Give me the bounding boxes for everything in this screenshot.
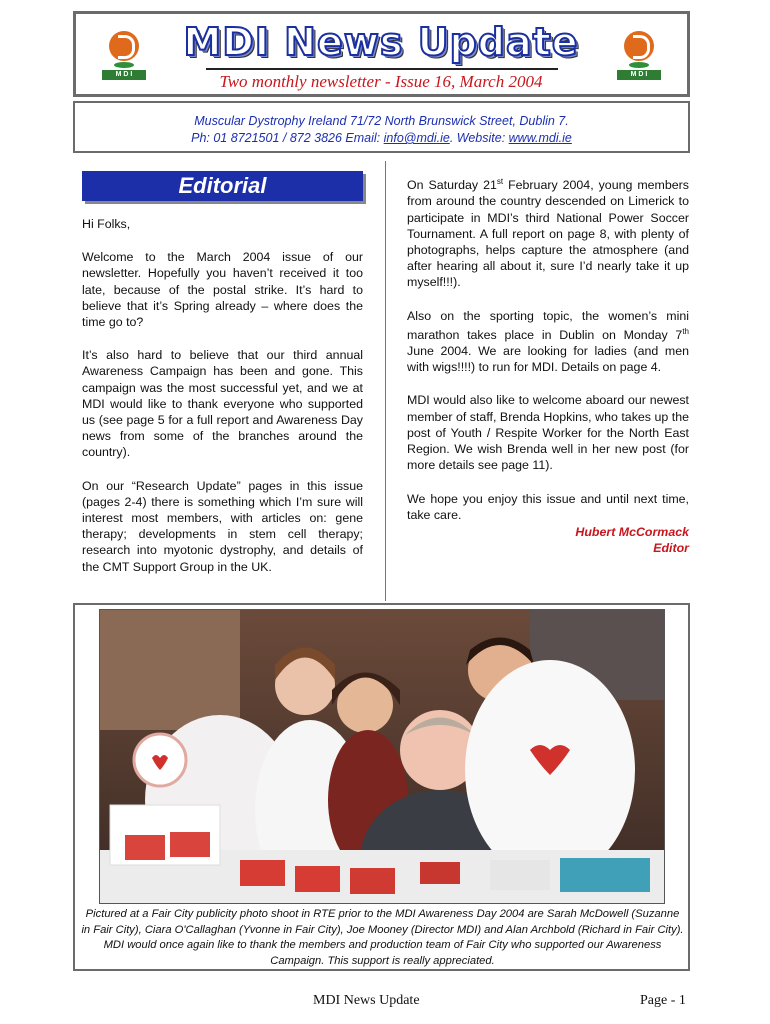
superscript: th [682,326,689,336]
paragraph: MDI would also like to welcome aboard our newest member of staff, Brenda Hopkins, who takes up the post of Youth / Respite Worker for the North East Region. We wish Brenda well in her new post (for more details see page 11). [407,393,689,473]
footer-title: MDI News Update [313,993,420,1008]
masthead [73,11,690,97]
leaf-icon [629,62,649,68]
mdi-logo-mark-icon [109,31,139,61]
editorial-heading: Editorial [82,171,363,201]
group-photo [99,609,665,904]
paragraph: Welcome to the March 2004 issue of our newsletter. Hopefully you haven’t received it too late, because of the postal strike. It’s hard to believe that it’s Spring already – where does the time go to? [82,250,363,330]
newsletter-title: MDI News Update [183,20,579,64]
logo-text: M D I [102,70,146,80]
editorial-right-column [407,174,689,556]
logo-text: M D I [617,70,661,80]
mdi-logo-right [617,31,661,91]
editorial-left-column [82,171,363,592]
address-line: Muscular Dystrophy Ireland 71/72 North Brunswick Street, Dublin 7. [194,114,569,128]
mdi-logo-left [102,31,146,91]
text-span: February 2004, young members from around the country descended on Limerick to participate in MDI’s third National Power Soccer Tournament. A full report on page 8, with plenty of photographs, helps capture the atmosphere (and after hearing all about it, sure I’d nearly take it up myself!!!). [407,178,689,290]
signoff-role: Editor [653,540,689,555]
website-label: . Website: [449,131,509,145]
contact-line [75,130,688,147]
mdi-logo-mark-icon [624,31,654,61]
signoff-name: Hubert McCormack [575,524,689,539]
signoff [407,524,689,556]
website-link[interactable]: www.mdi.ie [508,131,572,145]
column-divider [385,161,386,601]
greeting: Hi Folks, [82,217,131,231]
text-span: June 2004. We are looking for ladies (and men with wigs!!!!) to run for MDI. Details on page 4. [407,344,689,375]
superscript: st [496,177,504,186]
phone-text: Ph: 01 8721501 / 872 3826 Email: [191,131,384,145]
text-span: Also on the sporting topic, the women’s mini marathon takes place in Dublin on Monday 7 [407,308,689,342]
group-photo-illustration [100,610,665,904]
page-number: Page - 1 [640,993,686,1008]
paragraph [407,174,689,291]
paragraph: On our “Research Update” pages in this issue (pages 2-4) there is something which I’m sure will interest most members, with articles on: gene therapy; developments in stem cell therapy; research into myotonic dystrophy, and details of the CMT Support Group in the UK. [82,478,363,574]
title-rule [206,68,558,70]
contact-box [73,101,690,153]
paragraph: We hope you enjoy this issue and until next time, take care. [407,491,689,522]
photo-caption: Pictured at a Fair City publicity photo shoot in RTE prior to the MDI Awareness Day 2004 are Sarah McDowell (Suzanne in Fair City), Ciara O'Callaghan (Yvonne in Fair City), Joe Mooney (Director MDI) and Alan Archbold (Richard in Fair City). MDI would once again like to thank the members and production team of Fair City who supported our Awareness Campaign. This support is really appreciated. [81,908,684,967]
newsletter-subtitle: Two monthly newsletter - Issue 16, March 2004 [219,72,543,91]
paragraph: It’s also hard to believe that our third annual Awareness Campaign has been and gone. This campaign was the most successful yet, and we at MDI would like to thank everyone who supported us (see page 5 for a full report and Awareness Day news from some of the branches around the country). [82,348,363,460]
text-span: On Saturday 21 [407,178,497,193]
email-link[interactable]: info@mdi.ie [383,131,450,145]
leaf-icon [114,62,134,68]
paragraph [407,308,689,376]
